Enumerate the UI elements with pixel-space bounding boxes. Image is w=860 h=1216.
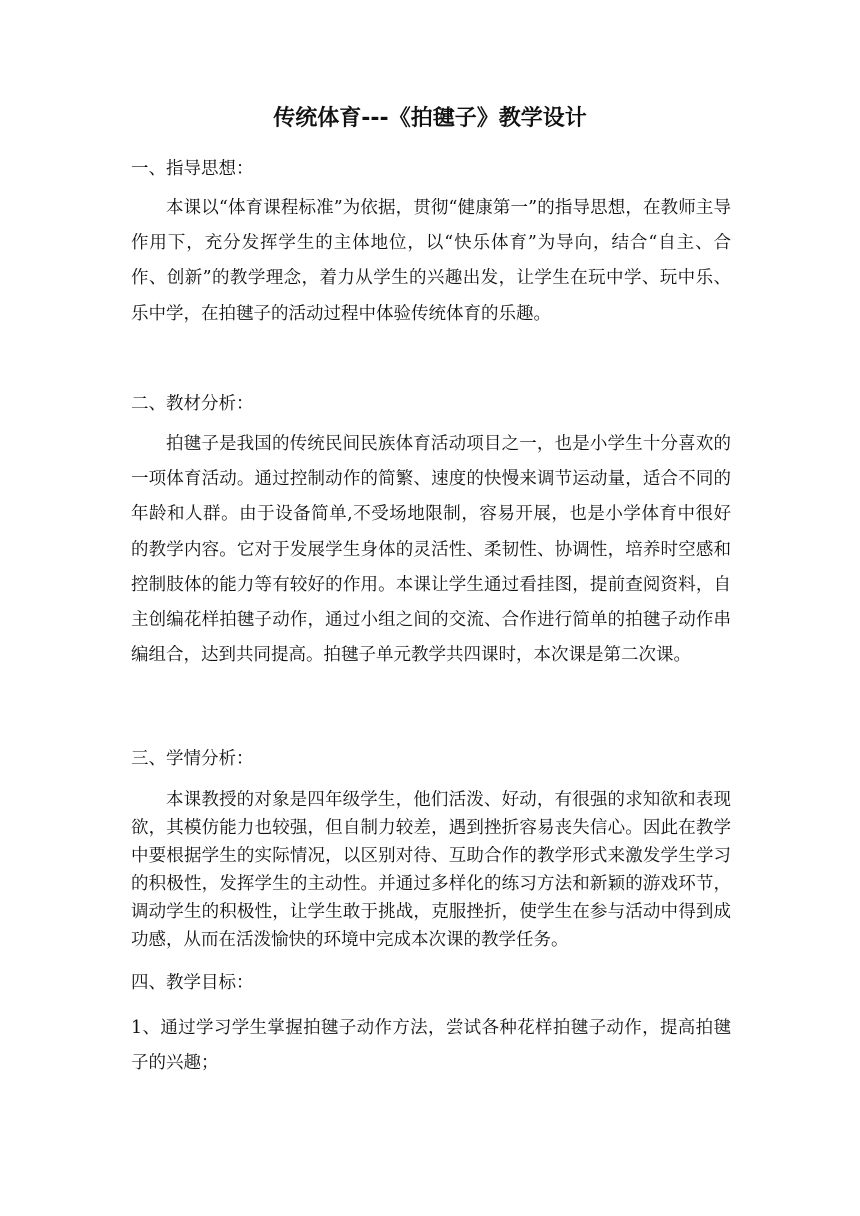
section-heading-guiding-thought: 一、指导思想：	[131, 159, 254, 179]
paragraph-student-analysis: 本课教授的对象是四年级学生，他们活泼、好动，有很强的求知欲和表现欲，其模仿能力也较强，但自制力较差，遇到挫折容易丧失信心。因此在教学中要根据学生的实际情况，以区别对待、互助合作的教学形式来激发学生学习的积极性，发挥学生的主动性。并通过多样化的练习方法和新颖的游戏环节，调动学生的积极性，让学生敢于挑战，克服挫折，使学生在参与活动中得到成功感，从而在活泼愉快的环境中完成本次课的教学任务。	[131, 790, 731, 950]
document-title: 传统体育---《拍毽子》教学设计	[273, 106, 587, 131]
paragraph-guiding-thought: 本课以“体育课程标准”为依据，贯彻“健康第一”的指导思想，在教师主导作用下，充分发挥学生的主体地位，以“快乐体育”为导向，结合“自主、合作、创新”的教学理念，着力从学生的兴趣出发，让学生在玩中学、玩中乐、乐中学，在拍毽子的活动过程中体验传统体育的乐趣。	[131, 198, 731, 324]
paragraph-teaching-goal-1: 1、通过学习学生掌握拍毽子动作方法，尝试各种花样拍毽子动作，提高拍毽子的兴趣；	[131, 1018, 731, 1074]
section-heading-student-analysis: 三、学情分析：	[131, 749, 254, 769]
paragraph-material-analysis: 拍毽子是我国的传统民间民族体育活动项目之一，也是小学生十分喜欢的一项体育活动。通过控制动作的简繁、速度的快慢来调节运动量，适合不同的年龄和人群。由于设备简单,不受场地限制，容易开展，也是小学体育中很好的教学内容。它对于发展学生身体的灵活性、柔韧性、协调性，培养时空感和控制肢体的能力等有较好的作用。本课让学生通过看挂图，提前查阅资料，自主创编花样拍毽子动作，通过小组之间的交流、合作进行简单的拍毽子动作串编组合，达到共同提高。拍毽子单元教学共四课时，本次课是第二次课。	[131, 434, 731, 666]
section-heading-material-analysis: 二、教材分析：	[131, 394, 254, 414]
section-heading-teaching-goals: 四、教学目标：	[131, 973, 254, 993]
